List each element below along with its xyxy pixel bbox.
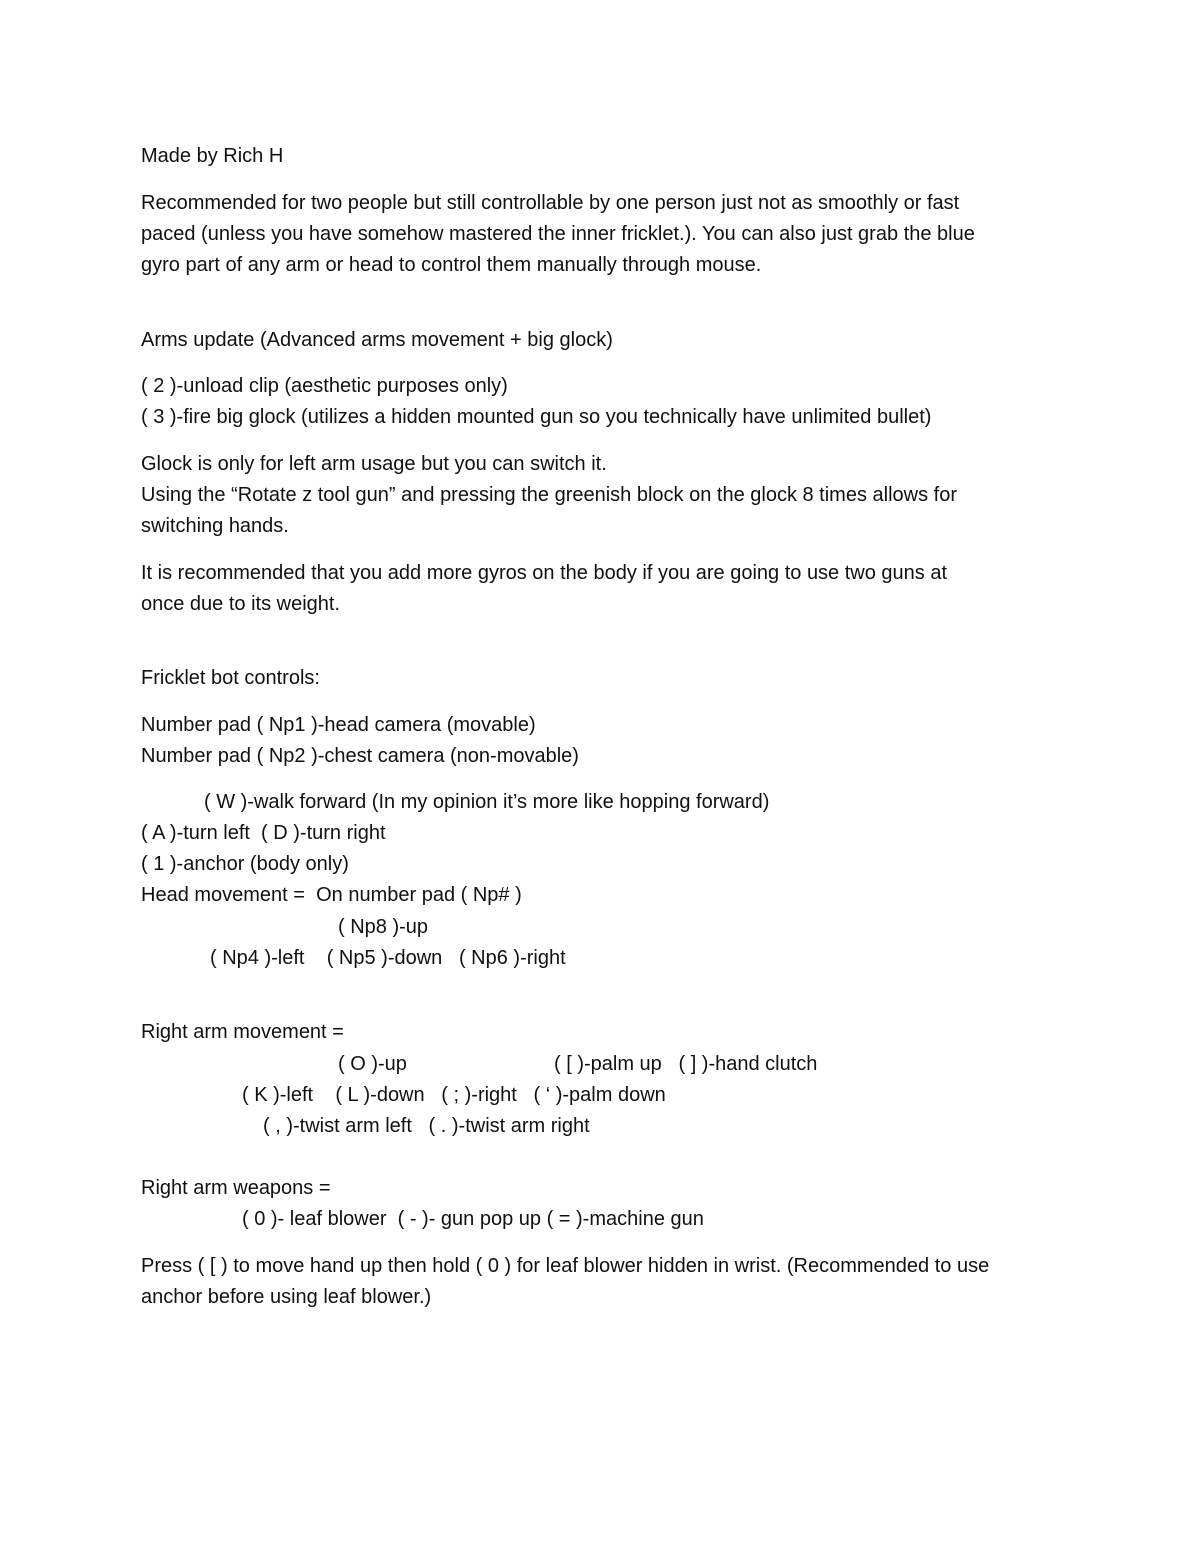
unload-clip-control: ( 2 )-unload clip (aesthetic purposes only) (141, 375, 508, 397)
head-camera-control: Number pad ( Np1 )-head camera (movable) (141, 714, 536, 736)
turn-controls: ( A )-turn left ( D )-turn right (141, 822, 386, 844)
arm-up-control: ( O )-up (338, 1053, 407, 1075)
gyro-note-line-1: It is recommended that you add more gyros on the body if you are going to use two guns at (141, 562, 948, 584)
palm-controls: ( [ )-palm up ( ] )-hand clutch (554, 1053, 818, 1075)
right-arm-weapons-heading: Right arm weapons = (141, 1177, 331, 1199)
gyro-note-line-2: once due to its weight. (141, 593, 341, 615)
head-up-control: ( Np8 )-up (338, 916, 429, 938)
head-movement-label: Head movement = On number pad ( Np# ) (141, 884, 522, 906)
head-direction-controls: ( Np4 )-left ( Np5 )-down ( Np6 )-right (210, 947, 566, 969)
leaf-blower-note-line-2: anchor before using leaf blower.) (141, 1286, 432, 1308)
arm-direction-controls: ( K )-left ( L )-down ( ; )-right ( ‘ )-palm down (242, 1084, 666, 1106)
weapon-controls: ( 0 )- leaf blower ( - )- gun pop up ( = )-machine gun (242, 1208, 704, 1230)
author-line: Made by Rich H (141, 145, 284, 167)
glock-note-line-1: Glock is only for left arm usage but you can switch it. (141, 453, 607, 475)
intro-line-2: paced (unless you have somehow mastered the inner fricklet.). You can also just grab the blue (141, 223, 975, 245)
chest-camera-control: Number pad ( Np2 )-chest camera (non-movable) (141, 745, 579, 767)
anchor-control: ( 1 )-anchor (body only) (141, 853, 349, 875)
arms-update-heading: Arms update (Advanced arms movement + big glock) (141, 329, 613, 351)
right-arm-movement-heading: Right arm movement = (141, 1021, 344, 1043)
twist-controls: ( , )-twist arm left ( . )-twist arm right (263, 1115, 590, 1137)
glock-note-line-2: Using the “Rotate z tool gun” and pressing the greenish block on the glock 8 times allows for (141, 484, 957, 506)
intro-line-1: Recommended for two people but still controllable by one person just not as smoothly or fast (141, 192, 960, 214)
fricklet-heading: Fricklet bot controls: (141, 667, 320, 689)
intro-line-3: gyro part of any arm or head to control them manually through mouse. (141, 254, 762, 276)
fire-glock-control: ( 3 )-fire big glock (utilizes a hidden mounted gun so you technically have unlimited bullet) (141, 406, 932, 428)
glock-note-line-3: switching hands. (141, 515, 289, 537)
walk-control: ( W )-walk forward (In my opinion it’s more like hopping forward) (204, 791, 770, 813)
leaf-blower-note-line-1: Press ( [ ) to move hand up then hold ( 0 ) for leaf blower hidden in wrist. (Recommended to use (141, 1255, 990, 1277)
